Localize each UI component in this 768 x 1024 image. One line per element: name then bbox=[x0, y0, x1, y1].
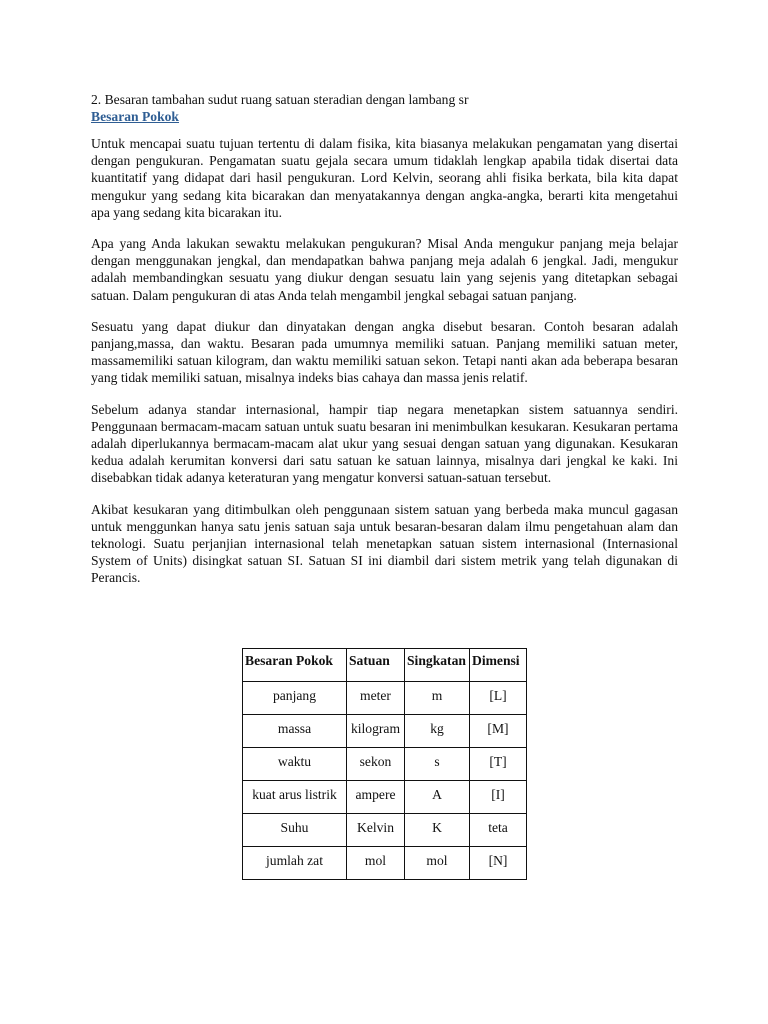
cell-dimensi: [I] bbox=[470, 781, 527, 814]
section-heading-besaran-pokok[interactable]: Besaran Pokok bbox=[91, 109, 179, 124]
cell-besaran: kuat arus listrik bbox=[243, 781, 347, 814]
paragraph-5: Akibat kesukaran yang ditimbulkan oleh penggunaan sistem satuan yang berbeda maka muncul gagasan untuk menggunkan hanya satu jenis satuan saja untuk besaran-besaran dalam ilmu pengetahuan alam dan teknologi. Suatu perjanjian internasional telah menetapkan satuan sistem internasional (Internasional System of Units) disingkat satuan SI. Satuan SI ini diambil dari sistem metrik yang telah digunakan di Perancis. bbox=[91, 501, 678, 586]
cell-satuan: meter bbox=[347, 682, 405, 715]
header-dimensi: Dimensi bbox=[470, 649, 527, 682]
cell-besaran: Suhu bbox=[243, 814, 347, 847]
table-row bbox=[243, 682, 527, 715]
cell-dimensi: [M] bbox=[470, 715, 527, 748]
cell-singkatan: A bbox=[405, 781, 470, 814]
document-body bbox=[91, 91, 678, 601]
paragraph-3: Sesuatu yang dapat diukur dan dinyatakan dengan angka disebut besaran. Contoh besaran adalah panjang,massa, dan waktu. Besaran pada umumnya memiliki satuan. Panjang memiliki satuan meter, massamemiliki satuan kilogram, dan waktu memiliki satuan sekon. Tetapi nanti akan ada beberapa besaran yang tidak memiliki satuan, misalnya indeks bias cahaya dan massa jenis relatif. bbox=[91, 318, 678, 386]
cell-besaran: panjang bbox=[243, 682, 347, 715]
cell-singkatan: s bbox=[405, 748, 470, 781]
cell-besaran: massa bbox=[243, 715, 347, 748]
cell-satuan: mol bbox=[347, 847, 405, 880]
cell-satuan: kilogram bbox=[347, 715, 405, 748]
cell-besaran: jumlah zat bbox=[243, 847, 347, 880]
table-row bbox=[243, 715, 527, 748]
table-row bbox=[243, 748, 527, 781]
base-quantities-table bbox=[242, 648, 527, 880]
table-row bbox=[243, 814, 527, 847]
table-header-row bbox=[243, 649, 527, 682]
cell-dimensi: [T] bbox=[470, 748, 527, 781]
cell-dimensi: teta bbox=[470, 814, 527, 847]
cell-singkatan: kg bbox=[405, 715, 470, 748]
cell-dimensi: [N] bbox=[470, 847, 527, 880]
cell-satuan: Kelvin bbox=[347, 814, 405, 847]
intro-line: 2. Besaran tambahan sudut ruang satuan steradian dengan lambang sr bbox=[91, 92, 469, 107]
paragraph-1: Untuk mencapai suatu tujuan tertentu di dalam fisika, kita biasanya melakukan pengamatan yang disertai dengan pengukuran. Pengamatan suatu gejala secara umum tidaklah lengkap apabila tidak disertai data kuantitatif yang didapat dari hasil pengukuran. Lord Kelvin, seorang ahli fisika berkata, bila kita dapat mengukur yang sedang kita bicarakan dan menyatakannya dengan angka-angka, berarti kita mengetahui apa yang sedang kita bicarakan itu. bbox=[91, 136, 678, 220]
paragraph-4: Sebelum adanya standar internasional, hampir tiap negara menetapkan sistem satuannya sendiri. Penggunaan bermacam-macam satuan untuk suatu besaran ini menimbulkan kesukaran. Kesukaran pertama adalah diperlukannya bermacam-macam alat ukur yang sesuai dengan satuan yang digunakan. Kesukaran kedua adalah kerumitan konversi dari satu satuan ke satuan lainnya, misalnya dari jengkal ke kaki. Ini disebabkan tidak adanya keteraturan yang mengatur konversi satuan-satuan tersebut. bbox=[91, 401, 678, 486]
paragraph-2: Apa yang Anda lakukan sewaktu melakukan pengukuran? Misal Anda mengukur panjang meja belajar dengan menggunakan jengkal, dan mendapatkan bahwa panjang meja adalah 6 jengkal. Jadi, mengukur adalah membandingkan sesuatu yang diukur dengan sesuatu lain yang sejenis yang ditetapkan sebagai satuan. Dalam pengukuran di atas Anda telah mengambil jengkal sebagai satuan panjang. bbox=[91, 236, 678, 303]
table-row bbox=[243, 847, 527, 880]
header-satuan: Satuan bbox=[347, 649, 405, 682]
cell-satuan: sekon bbox=[347, 748, 405, 781]
header-singkatan: Singkatan bbox=[405, 649, 470, 682]
cell-besaran: waktu bbox=[243, 748, 347, 781]
cell-singkatan: K bbox=[405, 814, 470, 847]
header-besaran-pokok: Besaran Pokok bbox=[243, 649, 347, 682]
cell-dimensi: [L] bbox=[470, 682, 527, 715]
cell-singkatan: m bbox=[405, 682, 470, 715]
cell-satuan: ampere bbox=[347, 781, 405, 814]
table-row bbox=[243, 781, 527, 814]
cell-singkatan: mol bbox=[405, 847, 470, 880]
